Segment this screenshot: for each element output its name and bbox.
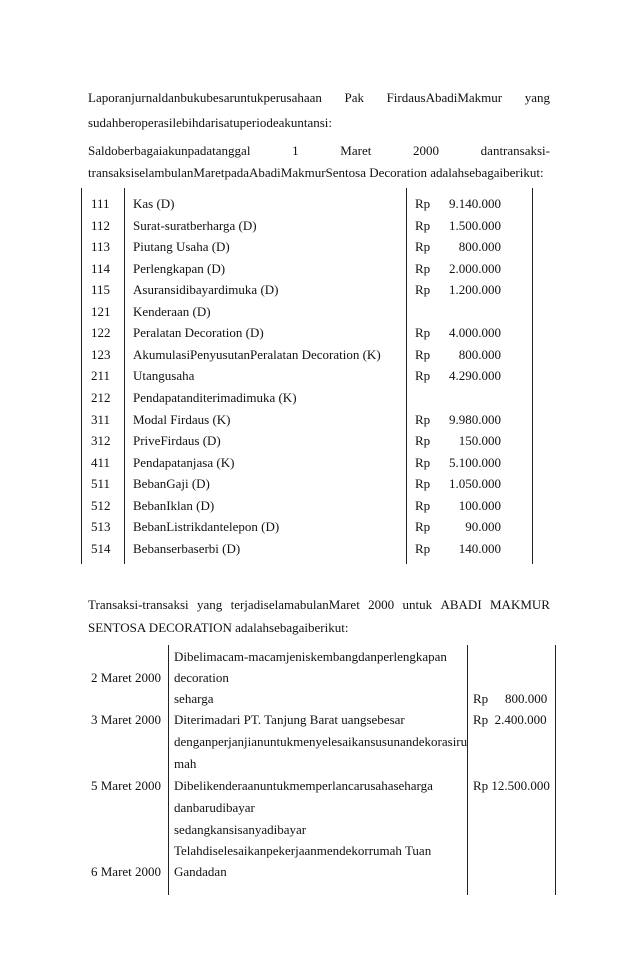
account-code: 113 <box>91 239 111 254</box>
transaction-description: Dibelimacam-macamjeniskembangdanperlengkapan <box>174 649 447 664</box>
currency-label: Rp <box>415 261 431 276</box>
currency-label: Rp <box>415 498 431 513</box>
table-row <box>81 519 537 539</box>
account-amount: 9.980.000 <box>449 412 501 427</box>
transaction-description: decoration <box>174 670 229 685</box>
intro-word: yang <box>524 90 550 105</box>
currency-label: Rp <box>415 325 431 340</box>
transaction-description: Diterimadari PT. Tanjung Barat uangsebesar <box>174 712 405 727</box>
table-row <box>81 196 537 216</box>
account-code: 121 <box>91 304 111 319</box>
account-name: Piutang Usaha (D) <box>133 239 230 254</box>
account-code: 123 <box>91 347 111 362</box>
table-row <box>81 412 537 432</box>
transaction-date: 6 Maret 2000 <box>91 864 162 879</box>
account-code: 114 <box>91 261 111 276</box>
account-amount: 150.000 <box>458 433 501 448</box>
account-balance-table <box>81 188 537 564</box>
table-row <box>81 476 537 496</box>
account-code: 112 <box>91 218 111 233</box>
table-row <box>81 304 537 324</box>
account-code: 211 <box>91 368 111 383</box>
account-name: PriveFirdaus (D) <box>133 433 221 448</box>
account-name: Surat-suratberharga (D) <box>133 218 257 233</box>
transaction-description: danbarudibayar <box>174 800 255 815</box>
currency-label: Rp <box>415 412 431 427</box>
account-amount: 2.000.000 <box>449 261 501 276</box>
account-code: 111 <box>91 196 110 211</box>
balance-intro-line-2: transaksiselambulanMaretpadaAbadiMakmurSentosa Decoration adalahsebagaiberikut: <box>88 165 544 180</box>
transactions-intro-word: terjadiselamabulanMaret <box>230 597 360 612</box>
intro-line-2: sudahberoperasilebihdarisatuperiodeakuntansi: <box>88 115 333 130</box>
account-name: Asuransidibayardimuka (D) <box>133 282 279 297</box>
transactions-intro-word: untuk <box>402 597 433 612</box>
account-name: Perlengkapan (D) <box>133 261 226 276</box>
table-row <box>81 239 537 259</box>
transaction-description: sedangkansisanyadibayar <box>174 822 307 837</box>
table-row <box>81 347 537 367</box>
table-row <box>81 541 537 561</box>
transaction-amount: Rp 2.400.000 <box>473 712 547 727</box>
account-code: 411 <box>91 455 111 470</box>
table-row <box>81 261 537 281</box>
account-amount: 4.000.000 <box>449 325 501 340</box>
balance-intro-word: 1 <box>292 143 299 158</box>
transactions-intro-line-2: SENTOSA DECORATION adalahsebagaiberikut: <box>88 620 349 635</box>
account-amount: 800.000 <box>458 239 501 254</box>
account-amount: 140.000 <box>458 541 501 556</box>
table-border-right <box>555 645 556 895</box>
transactions-intro-word: MAKMUR <box>490 597 550 612</box>
transactions-intro-word: yang <box>196 597 223 612</box>
account-amount: 1.050.000 <box>449 476 501 491</box>
account-name: BebanIklan (D) <box>133 498 215 513</box>
transaction-date: 5 Maret 2000 <box>91 778 162 793</box>
intro-word: Pak <box>344 90 364 105</box>
transaction-description: mah <box>174 756 197 771</box>
account-code: 514 <box>91 541 111 556</box>
account-code: 115 <box>91 282 111 297</box>
account-code: 212 <box>91 390 111 405</box>
currency-label: Rp <box>415 519 431 534</box>
currency-label: Rp <box>415 368 431 383</box>
currency-label: Rp <box>415 455 431 470</box>
balance-intro-word: 2000 <box>413 143 439 158</box>
transactions-intro-line-1 <box>88 597 550 613</box>
account-name: BebanListrikdantelepon (D) <box>133 519 280 534</box>
transactions-intro-word: 2000 <box>368 597 395 612</box>
table-row <box>81 433 537 453</box>
balance-intro-word: Saldoberbagaiakunpadatanggal <box>88 143 251 158</box>
currency-label: Rp <box>415 218 431 233</box>
currency-label: Rp <box>415 476 431 491</box>
currency-label: Rp <box>415 541 431 556</box>
account-amount: 1.500.000 <box>449 218 501 233</box>
account-name: Kenderaan (D) <box>133 304 211 319</box>
transaction-description: Gandadan <box>174 864 227 879</box>
currency-label: Rp <box>415 347 431 362</box>
transaction-date: 3 Maret 2000 <box>91 712 162 727</box>
table-row <box>81 282 537 302</box>
account-code: 513 <box>91 519 111 534</box>
transaction-description: Telahdiselesaikanpekerjaanmendekorrumah Tuan <box>174 843 432 858</box>
currency-label: Rp <box>415 282 431 297</box>
currency-label: Rp <box>415 433 431 448</box>
transactions-intro-word: ABADI <box>440 597 482 612</box>
account-name: Bebanserbaserbi (D) <box>133 541 241 556</box>
account-code: 122 <box>91 325 111 340</box>
currency-label: Rp <box>415 239 431 254</box>
account-amount: 9.140.000 <box>449 196 501 211</box>
account-code: 512 <box>91 498 111 513</box>
account-amount: 4.290.000 <box>449 368 501 383</box>
table-row <box>81 325 537 345</box>
account-name: BebanGaji (D) <box>133 476 210 491</box>
account-name: Kas (D) <box>133 196 175 211</box>
balance-intro-word: dantransaksi- <box>480 143 550 158</box>
account-name: Pendapatanditerimadimuka (K) <box>133 390 297 405</box>
account-name: Utangusaha <box>133 368 195 383</box>
table-row <box>81 455 537 475</box>
intro-word: FirdausAbadiMakmur <box>386 90 503 105</box>
transaction-description: seharga <box>174 691 214 706</box>
account-amount: 800.000 <box>458 347 501 362</box>
table-row <box>81 498 537 518</box>
table-divider-desc <box>467 645 468 895</box>
account-code: 511 <box>91 476 111 491</box>
transaction-date: 2 Maret 2000 <box>91 670 162 685</box>
transaction-description: denganperjanjianuntukmenyelesaikansusunandekorasiru <box>174 734 468 749</box>
account-amount: 100.000 <box>458 498 501 513</box>
account-amount: 1.200.000 <box>449 282 501 297</box>
transaction-amount: 800.000 <box>505 691 548 706</box>
intro-line-1 <box>88 90 550 106</box>
transactions-intro-word: Transaksi-transaksi <box>88 597 189 612</box>
intro-word: Laporanjurnaldanbukubesaruntukperusahaan <box>88 90 322 105</box>
account-name: Modal Firdaus (K) <box>133 412 231 427</box>
table-row <box>81 218 537 238</box>
account-code: 311 <box>91 412 111 427</box>
table-row <box>81 390 537 410</box>
currency-label: Rp <box>473 691 489 706</box>
transaction-description: Dibelikenderaanuntukmemperlancarusahaseharga <box>174 778 433 793</box>
table-row <box>81 368 537 388</box>
account-name: Peralatan Decoration (D) <box>133 325 264 340</box>
balance-intro-word: Maret <box>340 143 372 158</box>
table-divider-date <box>168 645 169 895</box>
account-amount: 5.100.000 <box>449 455 501 470</box>
account-name: AkumulasiPenyusutanPeralatan Decoration (K) <box>133 347 381 362</box>
transaction-amount: Rp 12.500.000 <box>473 778 550 793</box>
account-name: Pendapatanjasa (K) <box>133 455 235 470</box>
balance-intro-line-1 <box>88 143 550 159</box>
account-code: 312 <box>91 433 111 448</box>
account-amount: 90.000 <box>465 519 501 534</box>
currency-label: Rp <box>415 196 431 211</box>
